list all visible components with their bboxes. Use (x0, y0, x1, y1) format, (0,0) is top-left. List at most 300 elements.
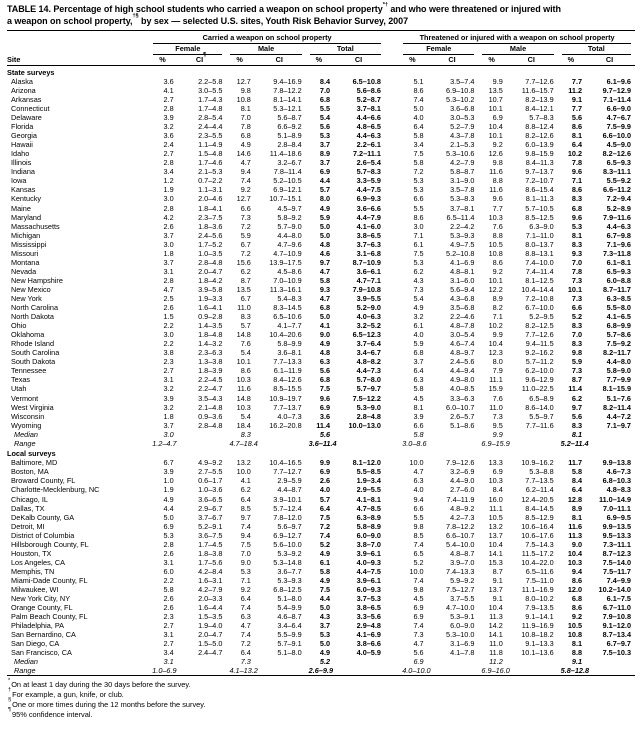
value-cell: 4.2–7.9 (450, 158, 475, 168)
value-cell: 9.0 (319, 330, 331, 340)
value-cell: 4.7–7.1 (356, 275, 381, 285)
value-cell: 4.8–8.1 (450, 266, 475, 276)
value-cell: 7.2 (413, 167, 424, 177)
value-cell: 3.4 (163, 167, 174, 177)
value-cell: 3.8–6.5 (356, 230, 381, 240)
site-cell: Montana (11, 257, 40, 267)
value-cell: 8.3 (571, 194, 583, 204)
value-cell: 1.8 (163, 411, 174, 421)
value-cell: 2.8–4.8 (198, 257, 223, 267)
value-cell: 3.2–5.2 (356, 321, 381, 331)
value-cell: 4.5–9.7 (277, 203, 302, 213)
value-cell: 5.1 (413, 76, 424, 86)
value-cell: 10.4 (567, 548, 583, 558)
value-cell: 9.6 (571, 167, 583, 177)
value-cell: 6.6 (413, 420, 424, 430)
value-cell: 7.5–12.2 (352, 393, 381, 403)
value-cell: 2.1–4.8 (198, 402, 223, 412)
site-cell: Connecticut (11, 104, 50, 114)
value-cell: 2.2 (163, 321, 174, 331)
value-cell: 3.1 (163, 557, 174, 567)
value-cell: 13.5 (488, 85, 503, 95)
value-cell: 5.3 (163, 530, 174, 540)
value-cell: 11.8 (489, 648, 503, 658)
column-gap (385, 140, 399, 149)
table-row (7, 485, 635, 494)
site-cell: Idaho (11, 149, 30, 159)
value-cell: 8.4–11.3 (525, 158, 554, 168)
value-cell: 7.0–10.9 (273, 275, 302, 285)
value-cell: 7.3 (492, 411, 503, 421)
value-cell: 4.0 (319, 485, 331, 495)
value-cell: 6.5 (413, 548, 424, 558)
value-cell: 4.9 (319, 648, 331, 658)
column-gap (385, 95, 399, 104)
value-cell: 6.0–8.8 (606, 275, 631, 285)
value-cell: 1.3–3.8 (198, 357, 223, 367)
value-cell: 5.2–8.9 (606, 203, 631, 213)
median-value-cell: 6.9 (413, 657, 424, 667)
value-cell: 10.5 (567, 621, 583, 631)
value-cell: 5.7 (319, 494, 331, 504)
value-cell: 8.4–14.5 (525, 503, 554, 513)
value-cell: 3.2 (163, 384, 174, 394)
value-cell: 6.8 (571, 203, 583, 213)
value-cell: 6.9 (413, 603, 424, 613)
value-cell: 3.7 (163, 420, 174, 430)
empty-cell (7, 31, 149, 45)
column-gap (385, 549, 399, 558)
table-row (7, 394, 635, 403)
value-cell: 11.6 (237, 384, 251, 394)
value-cell: 7.3–11.8 (602, 248, 631, 258)
value-cell: 6.8 (571, 594, 583, 604)
value-cell: 10.1–13.6 (521, 648, 554, 658)
value-cell: 11.9–16.9 (521, 621, 554, 631)
table-row (7, 467, 635, 476)
column-gap (385, 113, 399, 122)
value-cell: 7.2 (319, 521, 331, 531)
value-cell: 3.1–6.8 (356, 248, 381, 258)
value-cell: 4.7 (413, 639, 424, 649)
value-cell: 8.1 (240, 104, 251, 114)
column-gap (385, 44, 399, 55)
value-cell: 16.0 (488, 494, 503, 504)
value-cell: 6.6–9.2 (277, 122, 302, 132)
value-cell: 9.0 (571, 539, 583, 549)
title-footnote-marks: †§ (132, 13, 139, 20)
value-cell: 10.4–14.4 (521, 284, 554, 294)
range-value-cell: 6.9–15.9 (481, 438, 510, 448)
site-cell: Rhode Island (11, 339, 55, 349)
value-cell: 3.7–5.3 (356, 594, 381, 604)
group-header-row (7, 31, 635, 45)
value-cell: 5.3–10.0 (446, 630, 475, 640)
site-cell: Los Angeles, CA (11, 557, 65, 567)
value-cell: 5.5–9.7 (529, 411, 554, 421)
value-cell: 6.5–10.6 (273, 312, 302, 322)
value-cell: 6.8–9.9 (606, 321, 631, 331)
value-cell: 10.0 (236, 467, 251, 477)
site-cell: Dallas, TX (11, 503, 45, 513)
value-cell: 4.3 (413, 275, 424, 285)
value-cell: 3.9–5.5 (356, 294, 381, 303)
value-cell: 2.2–5.8 (198, 76, 223, 86)
value-cell: 7.5–14.3 (525, 539, 554, 549)
data-table (7, 30, 635, 676)
median-value-cell: 3.1 (163, 657, 174, 667)
value-cell: 5.3–10.2 (446, 94, 475, 104)
value-cell: 1.8–4.1 (198, 203, 223, 213)
value-cell: 9.5 (492, 420, 503, 430)
value-cell: 4.4 (163, 503, 174, 513)
value-cell: 10.8 (236, 94, 251, 104)
value-cell: 7.0 (571, 330, 583, 340)
value-cell: 1.5–3.5 (198, 612, 223, 622)
table-row (7, 594, 635, 603)
value-cell: 5.4 (319, 113, 331, 123)
column-gap (385, 412, 399, 421)
table-row (7, 240, 635, 249)
value-cell: 7.0 (240, 548, 251, 558)
value-cell: 2.6 (163, 548, 174, 558)
value-cell: 5.7 (240, 321, 251, 331)
table-row (7, 549, 635, 558)
value-cell: 5.3–9.2 (277, 548, 302, 558)
value-cell: 12.0 (567, 585, 583, 594)
value-cell: 15.9 (488, 384, 503, 394)
sex-header-total (558, 44, 635, 55)
value-cell: 4.9–9.2 (198, 458, 223, 468)
table-row (7, 294, 635, 303)
value-cell: 10.0 (409, 458, 424, 468)
site-cell: Kansas (11, 185, 36, 195)
value-cell: 6.0–10.7 (446, 402, 475, 412)
value-cell: 6.7–9.7 (606, 639, 631, 649)
value-cell: 8.1 (571, 131, 583, 141)
empty-cell (584, 657, 635, 666)
value-cell: 10.7 (488, 94, 503, 104)
value-cell: 7.1–11.0 (525, 230, 554, 240)
column-gap (385, 321, 399, 330)
value-cell: 2.4 (163, 140, 174, 150)
value-cell: 6.9–12.1 (273, 185, 302, 195)
value-cell: 9.7–12.9 (602, 85, 631, 95)
value-cell: 1.9–3.4 (356, 476, 381, 486)
value-cell: 2.2–6.1 (356, 140, 381, 150)
value-cell: 4.1 (163, 85, 174, 95)
value-cell: 2.6–5.4 (356, 158, 381, 168)
median-value-cell: 9.1 (571, 657, 583, 667)
value-cell: 4.8 (319, 348, 331, 358)
value-cell: 3.2 (163, 402, 174, 412)
value-cell: 2.8 (163, 104, 174, 114)
value-cell: 8.5–12.9 (525, 512, 554, 522)
value-cell: 9.2 (492, 266, 503, 276)
value-cell: 5.0 (319, 639, 331, 649)
empty-cell (253, 657, 306, 666)
site-cell: Iowa (11, 176, 27, 186)
site-cell: Mississippi (11, 239, 47, 249)
value-cell: 5.2–10.8 (446, 248, 475, 258)
value-cell: 3.9 (163, 113, 174, 123)
column-gap (385, 666, 399, 676)
value-cell: 4.8–6.5 (356, 122, 381, 132)
value-cell: 9.9–13.5 (602, 521, 631, 531)
value-cell: 5.2 (319, 539, 331, 549)
value-cell: 8.8 (492, 176, 503, 186)
percent-column-header: % (478, 55, 504, 66)
value-cell: 6.3–9.0 (529, 221, 554, 231)
site-cell: Massachusetts (11, 221, 60, 231)
column-gap (385, 476, 399, 485)
value-cell: 7.7 (492, 203, 503, 213)
value-cell: 10.3 (567, 557, 583, 567)
value-cell: 1.8–4.8 (198, 330, 223, 340)
column-gap (385, 375, 399, 384)
column-gap (385, 303, 399, 312)
value-cell: 11.0–14.9 (598, 494, 631, 504)
value-cell: 4.0–8.5 (450, 384, 475, 394)
value-cell: 10.7–15.1 (269, 194, 302, 204)
value-cell: 4.4–6.6 (356, 113, 381, 123)
value-cell: 6.4 (413, 366, 424, 376)
value-cell: 12.7 (236, 194, 251, 204)
column-header-row (7, 55, 635, 66)
value-cell: 5.3–9.1 (450, 612, 475, 622)
value-cell: 8.5–15.5 (273, 384, 302, 394)
footnote-symbol: § (8, 697, 12, 704)
value-cell: 6.0–9.0 (356, 530, 381, 540)
value-cell: 7.7 (571, 76, 583, 86)
table-row (7, 384, 635, 393)
value-cell: 11.1–16.9 (521, 585, 554, 594)
value-cell: 7.1–9.6 (606, 239, 631, 249)
value-cell: 1.4–3.5 (198, 321, 223, 331)
value-cell: 6.6 (571, 303, 583, 313)
column-gap (385, 421, 399, 430)
value-cell: 6.0 (163, 566, 174, 576)
table-row (7, 131, 635, 140)
value-cell: 7.1–9.7 (606, 420, 631, 430)
value-cell: 7.3 (571, 366, 583, 376)
value-cell: 8.6 (571, 603, 583, 613)
value-cell: 4.1 (319, 321, 331, 331)
value-cell: 12.2 (488, 284, 503, 294)
value-cell: 12.6 (488, 149, 503, 159)
value-cell: 4.7 (240, 621, 251, 631)
value-cell: 8.3 (571, 339, 583, 349)
table-title (7, 1, 635, 27)
empty-cell (176, 430, 227, 439)
value-cell: 2.7–5.5 (198, 467, 223, 477)
value-cell: 3.9–6.1 (356, 548, 381, 558)
column-gap (385, 167, 399, 176)
site-cell: New Mexico (11, 284, 51, 294)
value-cell: 5.4–10.0 (446, 539, 475, 549)
value-cell: 9.2 (571, 612, 583, 622)
column-gap (385, 657, 399, 666)
value-cell: 3.2–6.9 (450, 467, 475, 477)
value-cell: 6.8 (319, 303, 331, 313)
value-cell: 10.4–20.6 (269, 330, 302, 340)
column-gap (385, 158, 399, 167)
value-cell: 2.3–7.5 (198, 212, 223, 222)
value-cell: 2.8–8.4 (277, 140, 302, 150)
value-cell: 6.8–10.3 (602, 476, 631, 486)
value-cell: 5.5 (413, 512, 424, 522)
value-cell: 3.4 (413, 140, 424, 150)
table-row (7, 176, 635, 185)
range-value-cell: 4.0–10.0 (402, 666, 431, 676)
table-row (7, 158, 635, 167)
site-cell: District of Columbia (11, 530, 75, 540)
value-cell: 9.4 (240, 530, 251, 540)
value-cell: 4.1 (240, 476, 251, 486)
empty-cell (7, 44, 149, 55)
value-cell: 9.5–13.3 (602, 530, 631, 540)
value-cell: 7.2 (240, 248, 251, 258)
value-cell: 9.8 (240, 85, 251, 95)
value-cell: 4.4–7.3 (356, 366, 381, 376)
value-cell: 7.4–10.0 (525, 257, 554, 267)
value-cell: 6.5–10.8 (352, 76, 381, 86)
value-cell: 5.8–9.2 (277, 212, 302, 222)
value-cell: 7.3 (571, 294, 583, 303)
value-cell: 1.9 (163, 185, 174, 195)
value-cell: 9.6 (319, 393, 331, 403)
value-cell: 5.2 (413, 557, 424, 567)
section-header-row (7, 66, 635, 77)
value-cell: 6.4 (240, 494, 251, 504)
value-cell: 4.4 (319, 594, 331, 604)
value-cell: 7.1 (571, 176, 583, 186)
value-cell: 4.8–8.2 (356, 357, 381, 367)
value-cell: 9.9 (492, 76, 503, 86)
ci-column-header: CI (426, 55, 479, 66)
value-cell: 6.7 (240, 294, 251, 303)
value-cell: 12.3 (488, 348, 503, 358)
site-cell: San Diego, CA (11, 639, 60, 649)
column-gap (385, 458, 399, 467)
site-cell: Arizona (11, 85, 36, 95)
empty-cell (505, 430, 558, 439)
value-cell: 1.7–4.3 (198, 94, 223, 104)
value-cell: 2.6 (163, 603, 174, 613)
table-row (7, 630, 635, 639)
value-cell: 7.7 (571, 104, 583, 114)
value-cell: 4.8–8.3 (606, 485, 631, 495)
value-cell: 6.6–9.0 (606, 104, 631, 114)
value-cell: 1.7–4.8 (198, 104, 223, 114)
value-cell: 3.0–5.4 (450, 330, 475, 340)
value-cell: 3.0 (413, 221, 424, 231)
value-cell: 5.8 (413, 384, 424, 394)
value-cell: 7.8 (571, 158, 583, 168)
value-cell: 8.1 (413, 402, 424, 412)
value-cell: 8.1–12.5 (525, 275, 554, 285)
column-gap (385, 594, 399, 603)
value-cell: 9.7 (319, 257, 331, 267)
value-cell: 6.8 (319, 94, 331, 104)
value-cell: 7.0 (319, 85, 331, 95)
site-cell: Median (14, 657, 38, 667)
column-gap (385, 330, 399, 339)
value-cell: 11.1 (489, 503, 503, 513)
value-cell: 13.7 (488, 585, 503, 594)
value-cell: 11.6 (489, 185, 503, 195)
value-cell: 6.6 (413, 194, 424, 204)
footnote-text: One or more times during the 12 months before the survey. (12, 700, 206, 710)
column-gap (385, 558, 399, 567)
value-cell: 7.2–10.8 (525, 294, 554, 303)
site-cell: Broward County, FL (11, 476, 76, 486)
site-cell: New York (11, 294, 42, 303)
value-cell: 7.7–13.3 (273, 357, 302, 367)
value-cell: 8.9 (571, 503, 583, 513)
value-cell: 3.1 (163, 266, 174, 276)
value-cell: 13.2 (488, 521, 503, 531)
value-cell: 8.7 (492, 566, 503, 576)
value-cell: 5.6 (571, 113, 583, 123)
value-cell: 5.7–8.3 (529, 113, 554, 123)
value-cell: 5.6 (413, 648, 424, 658)
value-cell: 6.1–8.1 (606, 257, 631, 267)
value-cell: 5.3–9.3 (277, 575, 302, 585)
column-gap (385, 185, 399, 194)
table-row (7, 403, 635, 412)
value-cell: 5.3 (571, 221, 583, 231)
value-cell: 3.7 (163, 257, 174, 267)
column-gap (385, 258, 399, 267)
value-cell: 7.1 (240, 575, 251, 585)
value-cell: 6.6–10.7 (446, 530, 475, 540)
empty-cell (253, 430, 306, 439)
value-cell: 2.9–5.5 (356, 485, 381, 495)
value-cell: 3.5–6.8 (450, 303, 475, 313)
value-cell: 4.8–7.8 (450, 321, 475, 331)
site-cell: Illinois (11, 158, 32, 168)
value-cell: 4.4–6.3 (606, 221, 631, 231)
value-cell: 8.1–12.0 (352, 458, 381, 468)
value-cell: 10.3 (488, 212, 503, 222)
value-cell: 0.9–3.6 (198, 411, 223, 421)
value-cell: 7.4 (413, 94, 424, 104)
value-cell: 10.0 (409, 566, 424, 576)
site-cell: Boston, MA (11, 467, 49, 477)
value-cell: 3.2 (163, 122, 174, 132)
value-cell: 8.5 (240, 503, 251, 513)
value-cell: 8.6 (413, 212, 424, 222)
value-cell: 9.4 (413, 494, 424, 504)
ci-footnote-mark: ¶ (203, 52, 207, 59)
table-row (7, 149, 635, 158)
site-cell: Baltimore, MD (11, 458, 58, 468)
value-cell: 10.4–16.5 (269, 458, 302, 468)
value-cell: 11.6 (568, 521, 583, 531)
value-cell: 0.9–2.8 (198, 312, 223, 322)
value-cell: 4.7–10.0 (446, 603, 475, 613)
value-cell: 2.0–3.3 (198, 594, 223, 604)
value-cell: 5.3–9.0 (356, 402, 381, 412)
value-cell: 6.9–12.7 (273, 530, 302, 540)
value-cell: 6.8 (413, 348, 424, 358)
value-cell: 10.3 (236, 402, 251, 412)
column-gap (385, 403, 399, 412)
value-cell: 7.7–12.6 (525, 330, 554, 340)
value-cell: 8.4 (492, 485, 503, 495)
value-cell: 3.9–10.1 (273, 494, 302, 504)
